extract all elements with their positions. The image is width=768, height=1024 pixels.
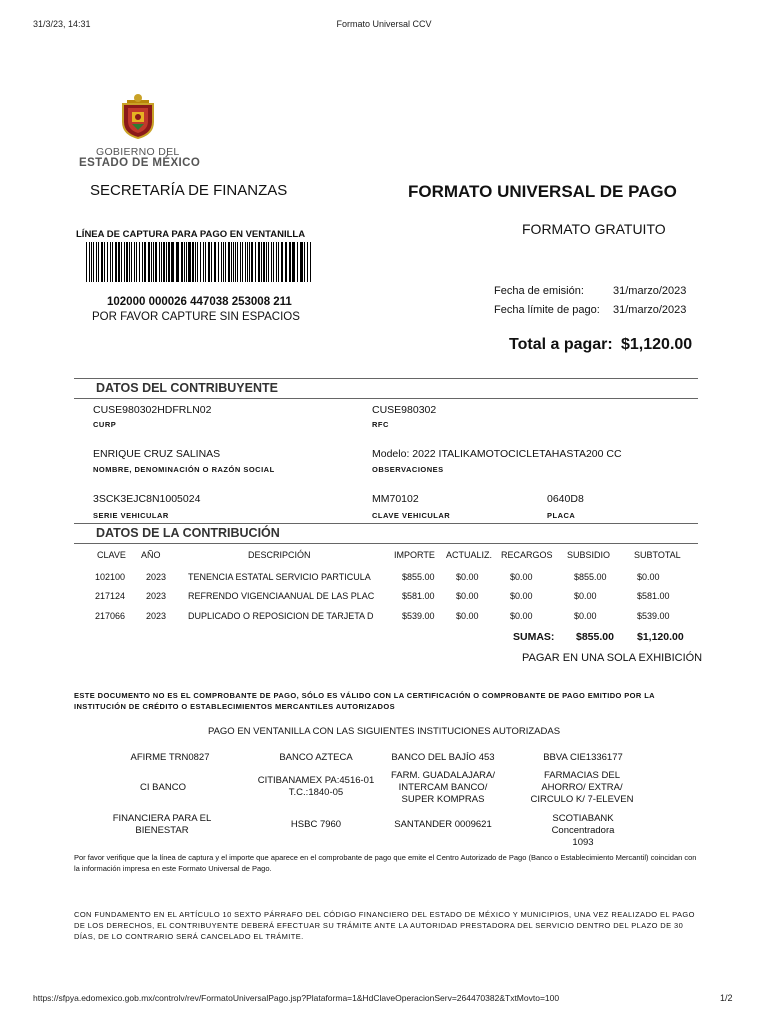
linea-captura-number: 102000 000026 447038 253008 211	[107, 296, 292, 308]
table-cell: $0.00	[456, 591, 479, 601]
barcode-bar	[211, 242, 212, 282]
section-divider	[74, 398, 698, 399]
rfc-label: RFC	[372, 420, 389, 429]
barcode-bar	[237, 242, 238, 282]
barcode-bar	[104, 242, 105, 282]
print-page-number: 1/2	[720, 993, 733, 1003]
barcode-bar	[242, 242, 243, 282]
logo-line2: ESTADO DE MÉXICO	[79, 157, 201, 169]
barcode	[86, 242, 312, 282]
rfc-value: CUSE980302	[372, 404, 437, 416]
table-cell: $855.00	[402, 572, 435, 582]
barcode-bar	[136, 242, 137, 282]
table-cell: 217066	[95, 611, 126, 621]
table-cell: 102100	[95, 572, 126, 582]
bank-item: BANCO DEL BAJÍO 453	[391, 752, 495, 763]
curp-value: CUSE980302HDFRLN02	[93, 404, 212, 416]
barcode-bar	[273, 242, 274, 282]
sumas-subsidio: $855.00	[576, 631, 614, 643]
bank-item: CITIBANAMEX PA:4516-01 T.C.:1840-05	[257, 775, 375, 798]
formato-title: FORMATO UNIVERSAL DE PAGO	[408, 182, 677, 201]
barcode-bar	[251, 242, 253, 282]
barcode-bar	[266, 242, 267, 282]
barcode-bar	[96, 242, 97, 282]
clave-vehicular-value: MM70102	[372, 493, 419, 505]
table-cell: TENENCIA ESTATAL SERVICIO PARTICULA	[188, 572, 371, 582]
nombre-label: NOMBRE, DENOMINACIÓN O RAZÓN SOCIAL	[93, 465, 275, 474]
table-cell: $855.00	[574, 572, 607, 582]
section-divider	[74, 523, 698, 524]
instituciones-heading: PAGO EN VENTANILLA CON LAS SIGUIENTES INSTITUCIONES AUTORIZADAS	[207, 726, 561, 737]
table-cell: 2023	[146, 572, 167, 582]
barcode-bar	[268, 242, 269, 282]
barcode-bar	[195, 242, 196, 282]
fundamento-text: CON FUNDAMENTO EN EL ARTÍCULO 10 SEXTO PÁRRAFO DEL CÓDIGO FINANCIERO DEL ESTADO DE MÉXICO Y MUNICIPIOS, UNA VEZ REALIZADO EL PAGO DE LOS DERECHOS, EL CONTRIBUYENTE DEBERÁ EFECTUAR SU TRÁMITE ANTE LA AUTORIDAD PRESTADORA DEL SERVICIO DENTRO DEL PLAZO DE 30 DÍAS, DE LO CONTRARIO SERÁ CANCELADO EL TRÁMITE.	[74, 910, 695, 941]
table-cell: $0.00	[574, 611, 597, 621]
print-datetime: 31/3/23, 14:31	[33, 19, 91, 29]
barcode-bar	[144, 242, 146, 282]
observaciones-label: OBSERVACIONES	[372, 465, 444, 474]
barcode-bar	[184, 242, 185, 282]
barcode-bar	[289, 242, 291, 282]
table-cell: 2023	[146, 591, 167, 601]
fecha-limite-value: 31/marzo/2023	[613, 304, 687, 316]
barcode-bar	[249, 242, 250, 282]
barcode-bar	[163, 242, 165, 282]
barcode-bar	[89, 242, 90, 282]
barcode-bar	[192, 242, 194, 282]
barcode-bar	[297, 242, 298, 282]
barcode-bar	[126, 242, 128, 282]
section-divider	[74, 378, 698, 379]
observaciones-value: Modelo: 2022 ITALIKAMOTOCICLETAHASTA200 CC	[372, 448, 622, 460]
column-header: CLAVE	[97, 550, 126, 560]
barcode-bar	[91, 242, 92, 282]
table-cell: DUPLICADO O REPOSICION DE TARJETA D	[188, 611, 374, 621]
barcode-bar	[124, 242, 125, 282]
barcode-bar	[168, 242, 170, 282]
contribucion-heading: DATOS DE LA CONTRIBUCIÓN	[96, 526, 280, 540]
table-cell: REFRENDO VIGENCIAANUAL DE LAS PLAC	[188, 591, 375, 601]
contribuyente-heading: DATOS DEL CONTRIBUYENTE	[96, 381, 278, 395]
verifique-text: Por favor verifique que la línea de captura y el importe que aparece en el comprobante de pago que emite el Centro Autorizado de Pago (Banco o Establecimiento Mercantil) coincidan con la información impresa en este Formato Universal de Pago.	[74, 853, 697, 873]
sumas-label: SUMAS:	[513, 631, 555, 643]
barcode-bar	[153, 242, 154, 282]
barcode-bar	[208, 242, 210, 282]
bank-item: AFIRME TRN0827	[130, 752, 210, 763]
section-divider	[74, 543, 698, 544]
barcode-bar	[107, 242, 108, 282]
table-cell: $539.00	[637, 611, 670, 621]
formato-subtitle: FORMATO GRATUITO	[522, 221, 666, 237]
barcode-bar	[181, 242, 183, 282]
total-label: Total a pagar:	[509, 336, 613, 353]
barcode-bar	[278, 242, 279, 282]
barcode-bar	[258, 242, 260, 282]
barcode-bar	[186, 242, 187, 282]
bank-item: SCOTIABANK Concentradora 1093	[551, 813, 615, 848]
placa-label: PLACA	[547, 511, 576, 520]
table-cell: 2023	[146, 611, 167, 621]
barcode-bar	[233, 242, 234, 282]
table-cell: $0.00	[574, 591, 597, 601]
barcode-bar	[188, 242, 191, 282]
barcode-bar	[300, 242, 303, 282]
barcode-bar	[115, 242, 117, 282]
barcode-bar	[110, 242, 111, 282]
barcode-bar	[101, 242, 103, 282]
linea-captura-note: POR FAVOR CAPTURE SIN ESPACIOS	[92, 311, 300, 323]
barcode-bar	[281, 242, 283, 282]
state-coat-of-arms-icon	[115, 92, 161, 140]
column-header: AÑO	[141, 550, 161, 560]
barcode-bar	[98, 242, 99, 282]
barcode-bar	[235, 242, 236, 282]
barcode-bar	[142, 242, 143, 282]
barcode-bar	[214, 242, 216, 282]
barcode-bar	[310, 242, 311, 282]
barcode-bar	[129, 242, 130, 282]
barcode-bar	[218, 242, 219, 282]
table-cell: $0.00	[510, 591, 533, 601]
table-cell: 217124	[95, 591, 126, 601]
barcode-bar	[221, 242, 222, 282]
fecha-limite-label: Fecha límite de pago:	[494, 304, 600, 316]
total-value: $1,120.00	[621, 336, 693, 353]
barcode-bar	[205, 242, 206, 282]
barcode-bar	[261, 242, 262, 282]
barcode-bar	[134, 242, 135, 282]
print-title: Formato Universal CCV	[336, 19, 432, 29]
barcode-bar	[255, 242, 256, 282]
barcode-bar	[159, 242, 160, 282]
barcode-bar	[161, 242, 162, 282]
column-header: SUBTOTAL	[634, 550, 681, 560]
table-cell: $0.00	[456, 572, 479, 582]
sumas-subtotal: $1,120.00	[637, 631, 684, 643]
column-header: DESCRIPCIÓN	[248, 550, 311, 560]
logo-line1: GOBIERNO DEL	[96, 146, 180, 158]
placa-value: 0640D8	[547, 493, 584, 505]
barcode-bar	[171, 242, 174, 282]
fecha-emision-value: 31/marzo/2023	[613, 285, 687, 297]
barcode-bar	[151, 242, 152, 282]
curp-label: CURP	[93, 420, 117, 429]
bank-item: HSBC 7960	[290, 819, 342, 830]
table-cell: $581.00	[637, 591, 670, 601]
barcode-bar	[200, 242, 201, 282]
bank-item: FARMACIAS DEL AHORRO/ EXTRA/ CIRCULO K/ 7-ELEVEN	[530, 770, 634, 805]
serie-label: SERIE VEHICULAR	[93, 511, 169, 520]
barcode-bar	[118, 242, 120, 282]
barcode-bar	[292, 242, 295, 282]
table-cell: $0.00	[456, 611, 479, 621]
aviso-text: ESTE DOCUMENTO NO ES EL COMPROBANTE DE PAGO, SÓLO ES VÁLIDO CON LA CERTIFICACIÓN O COMPROBANTE DE PAGO EMITIDO POR LA INSTITUCIÓN DE CRÉDITO O ESTABLECIMIENTOS MERCANTILES AUTORIZADOS	[74, 691, 655, 711]
table-cell: $0.00	[510, 611, 533, 621]
bank-item: BANCO AZTECA	[279, 752, 353, 763]
fecha-emision-label: Fecha de emisión:	[494, 285, 584, 297]
barcode-bar	[148, 242, 150, 282]
barcode-bar	[86, 242, 87, 282]
column-header: ACTUALIZ.	[446, 550, 493, 560]
barcode-bar	[247, 242, 248, 282]
column-header: IMPORTE	[394, 550, 435, 560]
barcode-bar	[203, 242, 204, 282]
barcode-bar	[197, 242, 198, 282]
bank-item: BBVA CIE1336177	[543, 752, 623, 763]
bank-item: FINANCIERA PARA EL BIENESTAR	[112, 813, 212, 836]
barcode-bar	[228, 242, 230, 282]
table-cell: $581.00	[402, 591, 435, 601]
barcode-bar	[240, 242, 241, 282]
barcode-bar	[93, 242, 94, 282]
barcode-bar	[112, 242, 113, 282]
pagar-note: PAGAR EN UNA SOLA EXHIBICIÓN	[522, 652, 703, 664]
barcode-bar	[276, 242, 277, 282]
bank-item: CI BANCO	[140, 782, 186, 793]
barcode-bar	[304, 242, 305, 282]
barcode-bar	[225, 242, 226, 282]
linea-captura-label: LÍNEA DE CAPTURA PARA PAGO EN VENTANILLA	[76, 229, 306, 240]
barcode-bar	[231, 242, 232, 282]
column-header: RECARGOS	[501, 550, 553, 560]
table-cell: $0.00	[510, 572, 533, 582]
bank-item: FARM. GUADALAJARA/ INTERCAM BANCO/ SUPER KOMPRAS	[391, 770, 495, 805]
serie-value: 3SCK3EJC8N1005024	[93, 493, 201, 505]
clave-vehicular-label: CLAVE VEHICULAR	[372, 511, 451, 520]
table-cell: $539.00	[402, 611, 435, 621]
table-cell: $0.00	[637, 572, 660, 582]
column-header: SUBSIDIO	[567, 550, 611, 560]
nombre-value: ENRIQUE CRUZ SALINAS	[93, 448, 221, 460]
barcode-bar	[131, 242, 132, 282]
barcode-bar	[139, 242, 140, 282]
barcode-bar	[263, 242, 265, 282]
print-url: https://sfpya.edomexico.gob.mx/controlv/rev/FormatoUniversalPago.jsp?Plataforma=1&HdClaveOperacionServ=264470382&TxtMovto=100	[33, 993, 560, 1003]
bank-item: SANTANDER 0009621	[394, 819, 492, 830]
barcode-bar	[245, 242, 246, 282]
barcode-bar	[176, 242, 179, 282]
barcode-bar	[121, 242, 122, 282]
barcode-bar	[223, 242, 224, 282]
secretaria-title: SECRETARÍA DE FINANZAS	[90, 182, 288, 199]
barcode-bar	[285, 242, 287, 282]
barcode-bar	[166, 242, 167, 282]
barcode-bar	[271, 242, 272, 282]
barcode-bar	[155, 242, 157, 282]
barcode-bar	[307, 242, 308, 282]
